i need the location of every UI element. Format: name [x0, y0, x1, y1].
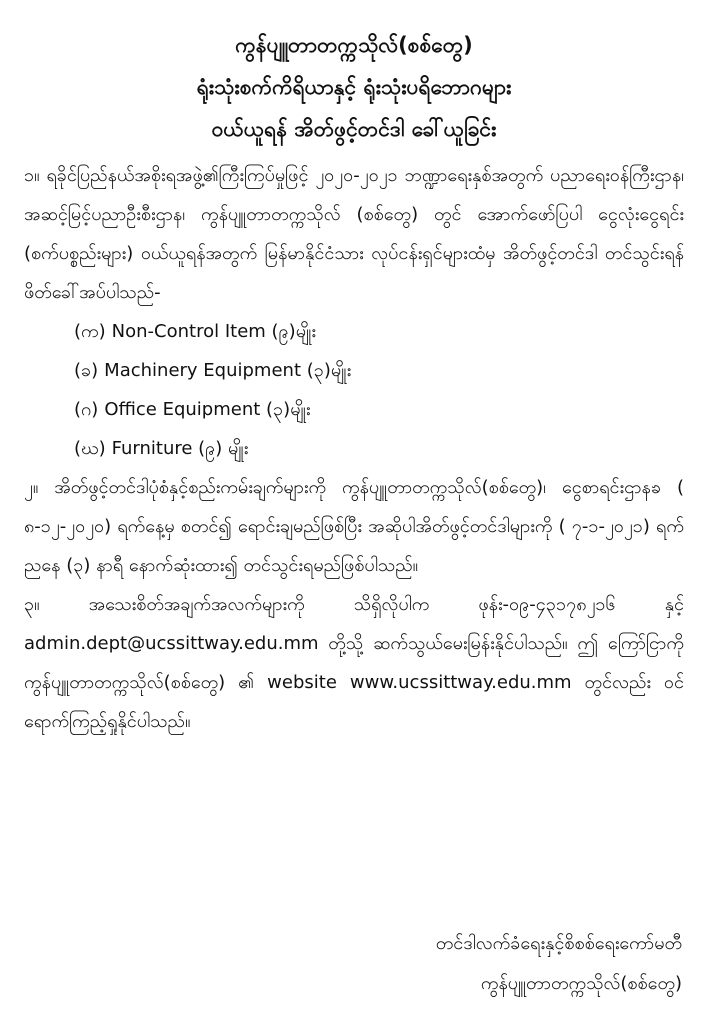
item-text: Furniture (၉) မျိုး: [111, 438, 249, 459]
signature-committee: တင်ဒါလက်ခံရေးနှင့်စိစစ်ရေးကော်မတီ: [435, 933, 682, 954]
item-text: Machinery Equipment (၃)မျိုး: [104, 360, 352, 381]
item-list: [24, 312, 684, 468]
list-item: [74, 390, 684, 429]
title-line-subject: ရုံးသုံးစက်ကိရိယာနှင့် ရုံးသုံးပရိဘောဂများ: [196, 75, 512, 99]
paragraph-3: ၃။ အသေးစိတ်အချက်အလက်များကို သိရှိလိုပါက ဖုန်း-၀၉-၄၃၁၇၈၂၁၆ နှင့် admin.dept@ucssittway.edu.mm တို့သို့ ဆက်သွယ်မေးမြန်းနိုင်ပါသည်။ ဤ ကြော်ငြာကိုကွန်ပျူတာတက္ကသိုလ်(စစ်တွေ) ၏ website www.ucssittway.edu.mm တွင်လည်း ဝင်ရောက်ကြည့်ရှုနိုင်ပါသည်။: [24, 594, 684, 732]
item-marker: (ဂ): [74, 399, 99, 420]
item-text: Non-Control Item (၉)မျိုး: [111, 321, 316, 342]
title-line-university: ကွန်ပျူတာတက္ကသိုလ်(စစ်တွေ): [235, 33, 473, 57]
list-item: [74, 429, 684, 468]
paragraph-1: ၁။ ရခိုင်ပြည်နယ်အစိုးရအဖွဲ့၏ကြီးကြပ်မှုဖြင့် ၂၀၂၀-၂၀၂၁ ဘဏ္ဍာရေးနှစ်အတွက် ပညာရေးဝန်ကြီးဌာန၊ အဆင့်မြင့်ပညာဦးစီးဌာန၊ ကွန်ပျူတာတက္ကသိုလ် (စစ်တွေ) တွင် အောက်ဖော်ပြပါ ငွေလုံးငွေရင်း (စက်ပစ္စည်းများ) ဝယ်ယူရန်အတွက် မြန်မာနိုင်ငံသား လုပ်ငန်းရှင်များထံမှ အိတ်ဖွင့်တင်ဒါ တင်သွင်းရန် ဖိတ်ခေါ်အပ်ပါသည်-: [24, 165, 684, 303]
item-marker: (ခ): [74, 360, 99, 381]
signature-block: [436, 924, 682, 1004]
list-item: [74, 351, 684, 390]
signature-university: ကွန်ပျူတာတက္ကသိုလ်(စစ်တွေ): [480, 973, 682, 994]
paragraph-2: ၂။ အိတ်ဖွင့်တင်ဒါပုံစံနှင့်စည်းကမ်းချက်များကို ကွန်ပျူတာတက္ကသိုလ်(စစ်တွေ)၊ ငွေစာရင်းဌာနၶ ( ၈-၁၂-၂၀၂၀) ရက်နေ့မှ စတင်၍ ရောင်းချမည်ဖြစ်ပြီး အဆိုပါအိတ်ဖွင့်တင်ဒါများကို ( ၇-၁-၂၀၂၁) ရက်ညနေ (၃) နာရီ နောက်ဆုံးထား၍ တင်သွင်းရမည်ဖြစ်ပါသည်။: [24, 477, 684, 576]
item-text: Office Equipment (၃)မျိုး: [104, 399, 311, 420]
notice-title: [24, 24, 684, 150]
item-marker: (က): [74, 321, 106, 342]
item-marker: (ဃ): [74, 438, 106, 459]
title-line-action: ဝယ်ယူရန် အိတ်ဖွင့်တင်ဒါ ခေါ်ယူခြင်း: [211, 117, 497, 141]
list-item: [74, 312, 684, 351]
